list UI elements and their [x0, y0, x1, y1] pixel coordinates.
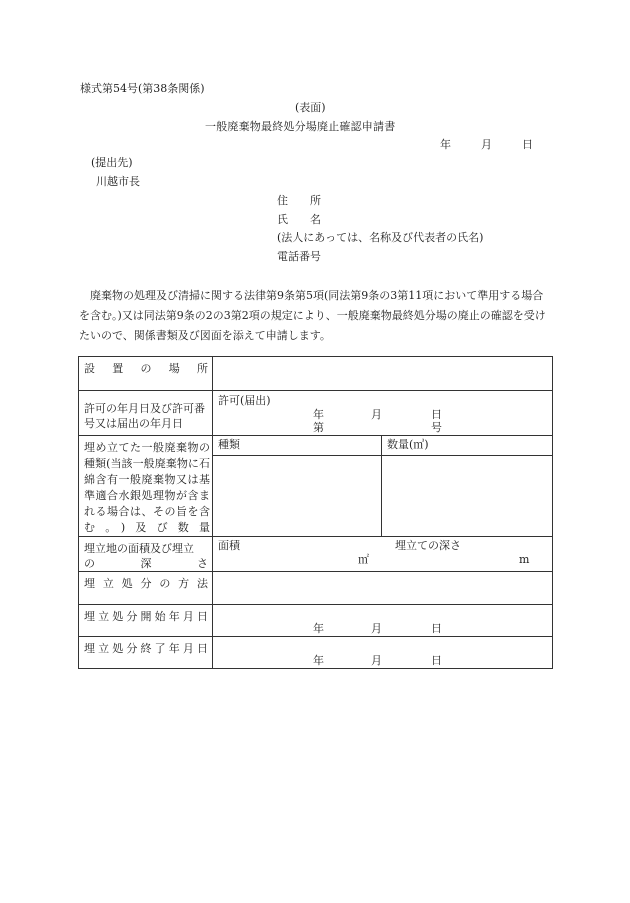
row-waste-header — [79, 436, 553, 456]
row-permit — [79, 391, 553, 436]
start-label-cell — [79, 605, 213, 637]
area-header: 面積 — [218, 539, 240, 552]
start-day: 日 — [431, 622, 442, 635]
location-label-cell — [79, 357, 213, 391]
label-char: 置 — [112, 362, 124, 375]
label-char: 処 — [112, 642, 124, 655]
start-month: 月 — [371, 622, 382, 635]
label-char: の — [84, 557, 95, 570]
form-face-label: (表面) — [295, 101, 326, 114]
label-char: 立 — [98, 642, 110, 655]
method-label — [84, 576, 208, 591]
permit-year: 年 — [313, 408, 324, 421]
permit-label-cell — [79, 391, 213, 436]
area-value-cell[interactable] — [213, 537, 553, 572]
waste-label: 埋め立てた一般廃棄物の種類(当該一般廃棄物に石綿含有一般廃棄物又は基準適合水銀処理物が含まれる場合は、その旨を含む。)及び数量 — [84, 441, 210, 534]
start-year: 年 — [313, 622, 324, 635]
end-month: 月 — [371, 654, 382, 667]
start-value-cell[interactable] — [213, 605, 553, 637]
label-char: の — [159, 577, 171, 590]
area-label-line1: 埋立地の面積及び埋立 — [84, 542, 194, 555]
label-char: 分 — [140, 577, 152, 590]
waste-kind-value[interactable] — [213, 455, 382, 536]
date-month: 月 — [481, 138, 492, 151]
location-label — [84, 361, 208, 376]
permit-label: 許可の年月日及び許可番号又は届出の年月日 — [84, 402, 205, 430]
label-char: 分 — [126, 610, 138, 623]
area-label-cell — [79, 537, 213, 572]
end-day: 日 — [431, 654, 442, 667]
label-char: 埋 — [84, 577, 95, 590]
application-statement: 廃棄物の処理及び清掃に関する法律第9条第5項(同法第9条の3第11項において準用する場合を含む。)又は同法第9条の2の3第2項の規定により、一般廃棄物最終処分場の廃止の確認を受けたいので、関係書類及び図面を添えて申請します。 — [79, 289, 546, 342]
row-area — [79, 537, 553, 572]
label-char: 深 — [140, 557, 152, 570]
applicant-phone-label: 電話番号 — [277, 250, 321, 263]
addressee-name: 川越市長 — [96, 175, 140, 188]
label-char: 処 — [121, 577, 133, 590]
method-value-cell[interactable] — [213, 572, 553, 605]
label-char: 日 — [197, 610, 208, 623]
end-label — [84, 641, 208, 656]
permit-no-suffix: 号 — [431, 421, 442, 434]
form-title: 一般廃棄物最終処分場廃止確認申請書 — [205, 120, 396, 133]
row-location — [79, 357, 553, 391]
area-label-line2 — [84, 556, 208, 571]
label-char: 日 — [197, 642, 208, 655]
label-char: 月 — [182, 610, 194, 623]
end-year: 年 — [313, 654, 324, 667]
label-char: 法 — [196, 577, 208, 590]
waste-label-cell — [79, 436, 213, 537]
depth-unit: m — [519, 553, 530, 566]
label-char: 場 — [168, 362, 180, 375]
addressee-label: (提出先) — [91, 156, 133, 169]
application-date — [440, 139, 533, 150]
method-label-cell — [79, 572, 213, 605]
area-unit: ㎡ — [358, 553, 369, 566]
label-char: 方 — [178, 577, 190, 590]
waste-kind-header: 種類 — [213, 436, 382, 456]
form-number: 様式第54号(第38条関係) — [80, 82, 205, 95]
label-char: 埋 — [84, 610, 95, 623]
end-value-cell[interactable] — [213, 637, 553, 669]
permit-month: 月 — [371, 408, 382, 421]
start-label — [84, 609, 208, 624]
label-char: 年 — [168, 642, 180, 655]
label-char: の — [140, 362, 152, 375]
label-char: さ — [197, 557, 208, 570]
label-char: 所 — [197, 362, 208, 375]
label-char: 埋 — [84, 642, 95, 655]
date-year: 年 — [440, 138, 451, 151]
row-method — [79, 572, 553, 605]
label-char: 了 — [154, 642, 166, 655]
row-start — [79, 605, 553, 637]
label-char: 始 — [154, 610, 166, 623]
label-char: 終 — [140, 642, 152, 655]
label-char: 立 — [98, 610, 110, 623]
date-day: 日 — [522, 138, 533, 151]
waste-qty-value[interactable] — [382, 455, 553, 536]
permit-value-cell[interactable] — [213, 391, 553, 436]
applicant-address-label: 住 所 — [277, 194, 321, 207]
application-form-table — [78, 356, 553, 669]
label-char: 開 — [140, 610, 152, 623]
permit-no-prefix: 第 — [313, 421, 324, 434]
label-char: 立 — [102, 577, 114, 590]
row-end — [79, 637, 553, 669]
end-label-cell — [79, 637, 213, 669]
label-char: 設 — [84, 362, 95, 375]
label-char: 処 — [112, 610, 124, 623]
depth-header: 埋立ての深さ — [395, 539, 461, 552]
applicant-corporate-note: (法人にあっては、名称及び代表者の氏名) — [277, 231, 484, 244]
permit-day: 日 — [431, 408, 442, 421]
location-value-cell[interactable] — [213, 357, 553, 391]
label-char: 月 — [182, 642, 194, 655]
label-char: 年 — [168, 610, 180, 623]
applicant-name-label: 氏 名 — [277, 213, 321, 226]
permit-head: 許可(届出) — [218, 394, 271, 407]
waste-qty-header: 数量(㎥) — [382, 436, 553, 456]
label-char: 分 — [126, 642, 138, 655]
